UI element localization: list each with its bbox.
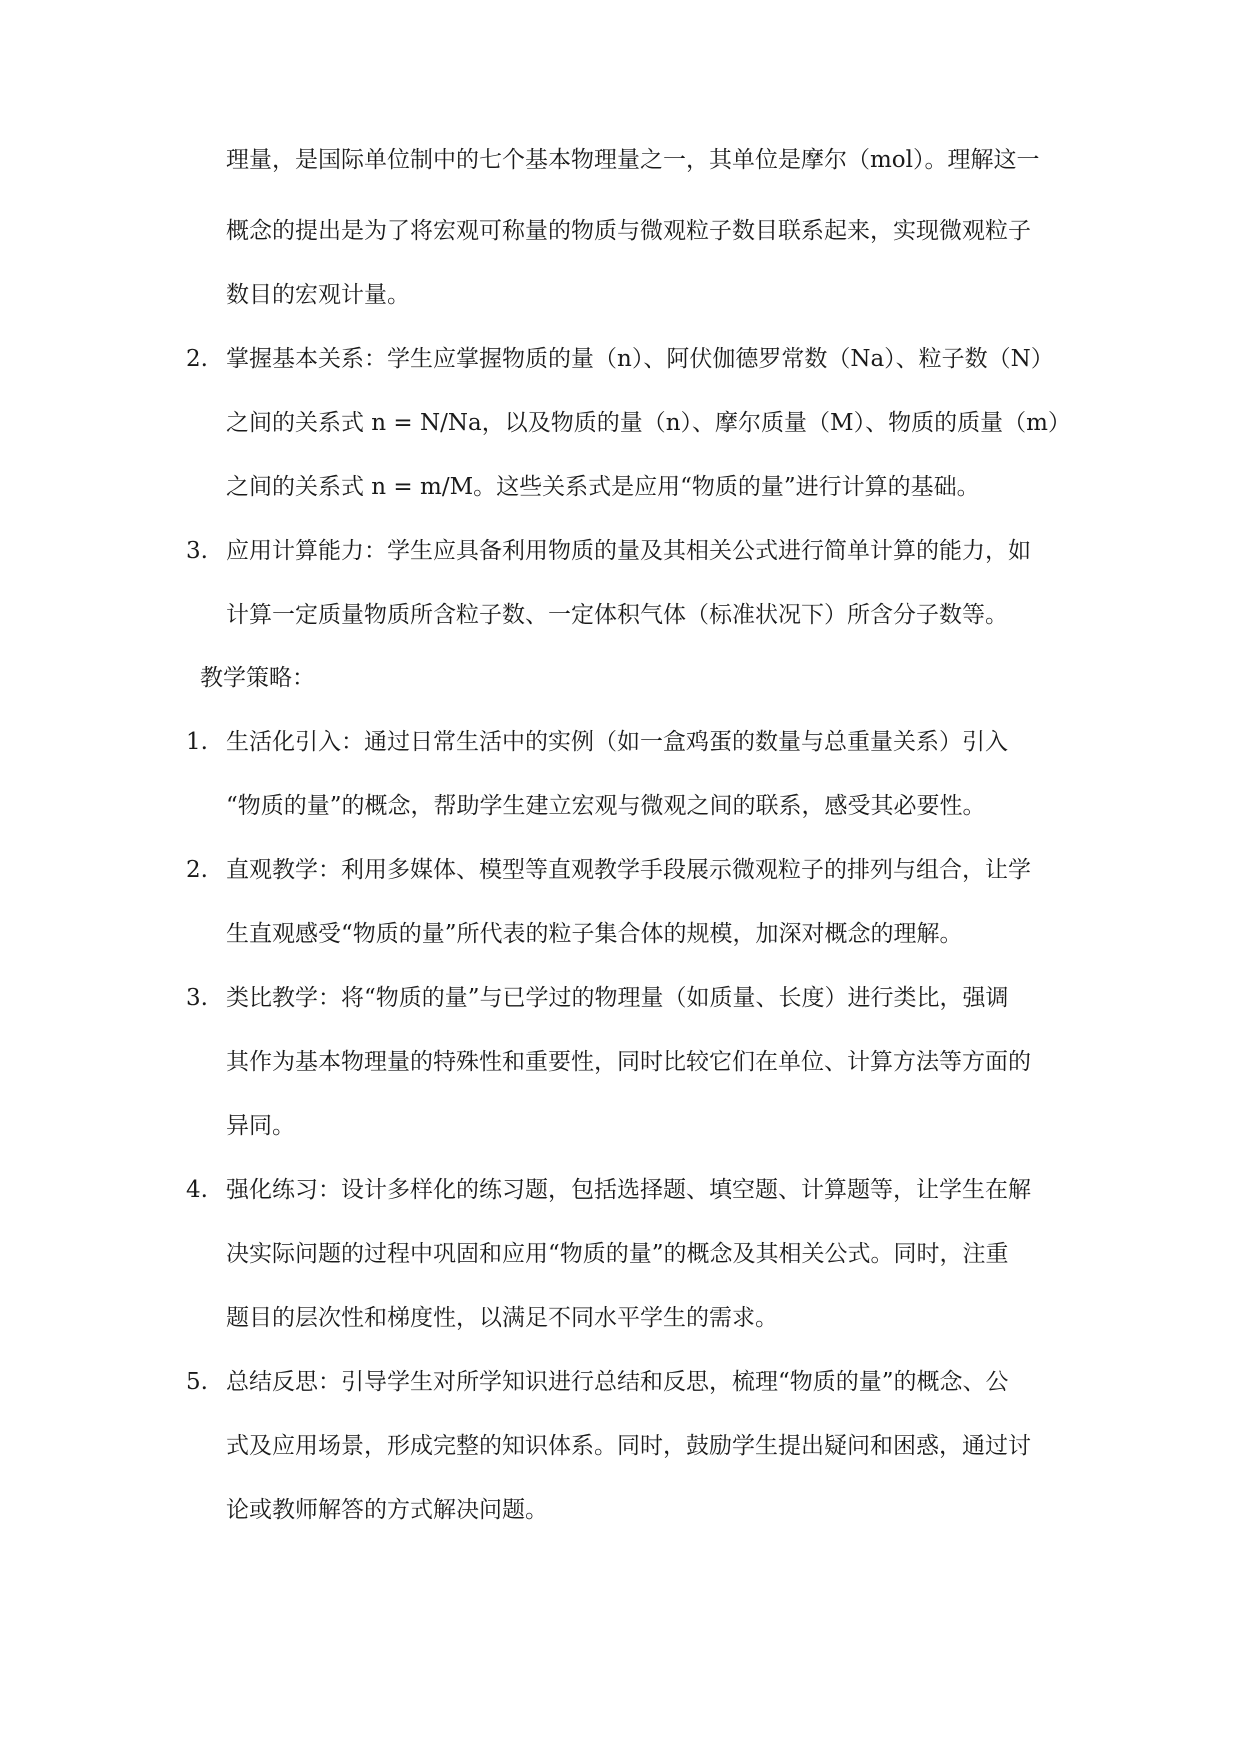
- strategy-5-number: 5.: [186, 1369, 208, 1395]
- strategy-5-line-1: 总结反思：引导学生对所学知识进行总结和反思，梳理“物质的量”的概念、公: [226, 1369, 1009, 1395]
- strategy-3-line-1: 类比教学：将“物质的量”与已学过的物理量（如质量、长度）进行类比，强调: [226, 985, 1009, 1011]
- strategy-1-number: 1.: [186, 729, 208, 755]
- strategy-2-line-1: 直观教学：利用多媒体、模型等直观教学手段展示微观粒子的排列与组合，让学: [226, 857, 1031, 883]
- strategy-heading: 教学策略：: [200, 665, 315, 691]
- objective-2-line-2: 之间的关系式 n = N/Na，以及物质的量（n）、摩尔质量（M）、物质的质量（m）: [226, 410, 1071, 436]
- strategy-1-line-2: “物质的量”的概念，帮助学生建立宏观与微观之间的联系，感受其必要性。: [226, 793, 986, 819]
- strategy-2-line-2: 生直观感受“物质的量”所代表的粒子集合体的规模，加深对概念的理解。: [226, 921, 963, 947]
- intro-line-3: 数目的宏观计量。: [226, 282, 410, 308]
- strategy-1-line-1: 生活化引入：通过日常生活中的实例（如一盒鸡蛋的数量与总重量关系）引入: [226, 729, 1008, 755]
- strategy-2-number: 2.: [186, 857, 208, 883]
- objective-2-line-1: 掌握基本关系：学生应掌握物质的量（n）、阿伏伽德罗常数（Na）、粒子数（N）: [226, 346, 1054, 372]
- strategy-4-line-3: 题目的层次性和梯度性，以满足不同水平学生的需求。: [226, 1305, 778, 1331]
- objective-3-number: 3.: [186, 538, 208, 564]
- objective-2-line-3: 之间的关系式 n = m/M。这些关系式是应用“物质的量”进行计算的基础。: [226, 474, 980, 500]
- strategy-3-number: 3.: [186, 985, 208, 1011]
- strategy-4-number: 4.: [186, 1177, 208, 1203]
- objective-3-line-1: 应用计算能力：学生应具备利用物质的量及其相关公式进行简单计算的能力，如: [226, 538, 1031, 564]
- intro-line-1: 理量，是国际单位制中的七个基本物理量之一，其单位是摩尔（mol）。理解这一: [226, 147, 1040, 173]
- strategy-5-line-3: 论或教师解答的方式解决问题。: [226, 1497, 548, 1523]
- strategy-4-line-1: 强化练习：设计多样化的练习题，包括选择题、填空题、计算题等，让学生在解: [226, 1177, 1031, 1203]
- intro-line-2: 概念的提出是为了将宏观可称量的物质与微观粒子数目联系起来，实现微观粒子: [226, 218, 1031, 244]
- strategy-3-line-2: 其作为基本物理量的特殊性和重要性，同时比较它们在单位、计算方法等方面的: [226, 1049, 1031, 1075]
- strategy-5-line-2: 式及应用场景，形成完整的知识体系。同时，鼓励学生提出疑问和困惑，通过讨: [226, 1433, 1031, 1459]
- strategy-3-line-3: 异同。: [226, 1113, 295, 1139]
- strategy-4-line-2: 决实际问题的过程中巩固和应用“物质的量”的概念及其相关公式。同时，注重: [226, 1241, 1009, 1267]
- objective-2-number: 2.: [186, 346, 208, 372]
- objective-3-line-2: 计算一定质量物质所含粒子数、一定体积气体（标准状况下）所含分子数等。: [226, 602, 1008, 628]
